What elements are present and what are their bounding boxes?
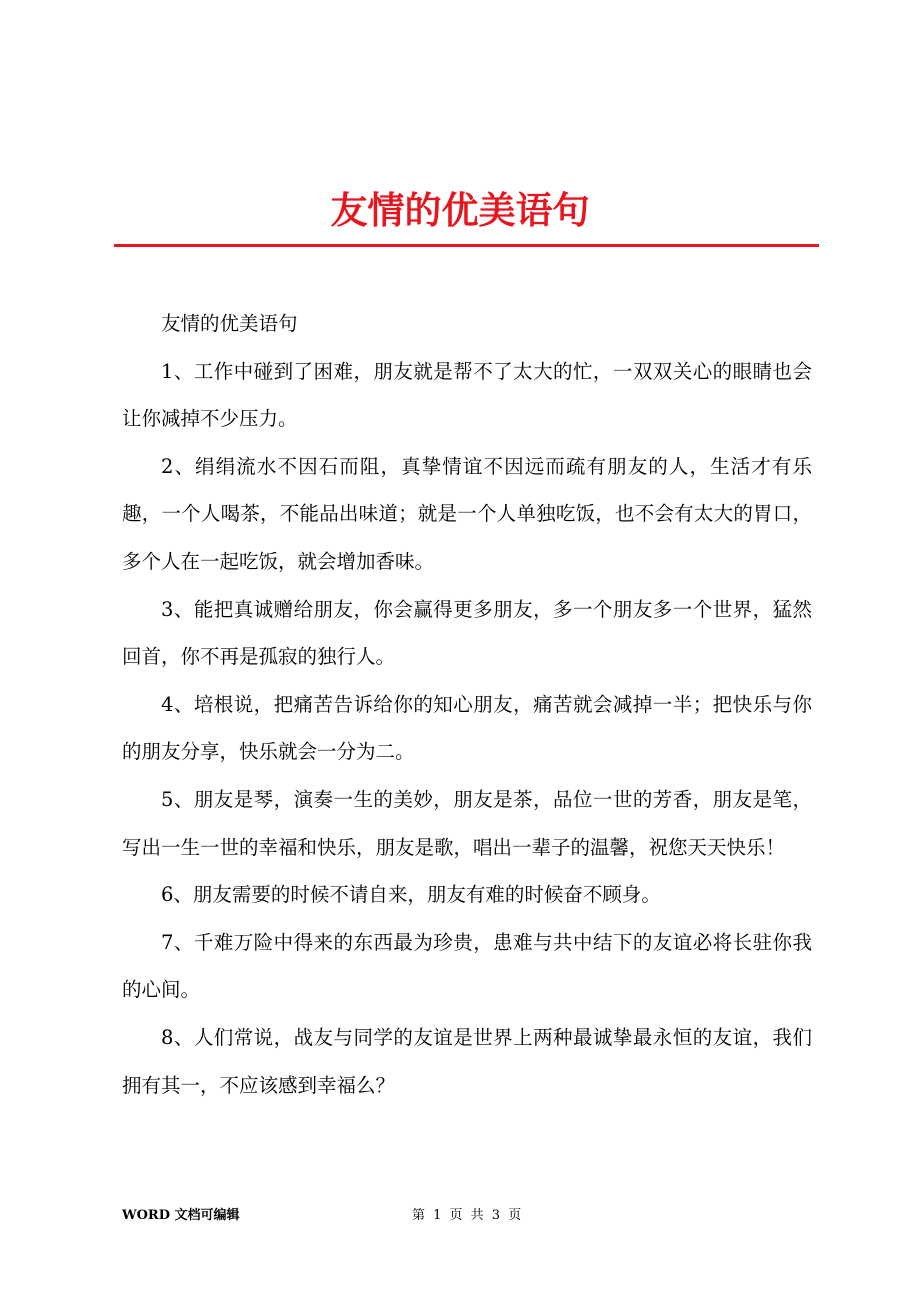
page-number: 第 1 页 共 3 页 xyxy=(412,1208,524,1223)
paragraph-1: 1、工作中碰到了困难，朋友就是帮不了太大的忙，一双双关心的眼睛也会让你减掉不少压力。 xyxy=(122,359,812,431)
document-title: 友情的优美语句 xyxy=(330,188,590,232)
paragraph-2: 2、绢绢流水不因石而阻，真挚情谊不因远而疏有朋友的人，生活才有乐趣，一个人喝茶，不能品出味道；就是一个人单独吃饭，也不会有太大的胃口，多个人在一起吃饭，就会增加香味。 xyxy=(122,454,812,573)
paragraph-6: 6、朋友需要的时候不请自来，朋友有难的时候奋不顾身。 xyxy=(161,883,661,907)
paragraph-5: 5、朋友是琴，演奏一生的美妙，朋友是茶，品位一世的芳香，朋友是笔，写出一生一世的幸福和快乐，朋友是歌，唱出一辈子的温馨，祝您天天快乐！ xyxy=(122,787,812,859)
paragraph-8: 8、人们常说，战友与同学的友谊是世界上两种最诚挚最永恒的友谊，我们拥有其一，不应该感到幸福么？ xyxy=(122,1025,812,1097)
paragraph-4: 4、培根说，把痛苦告诉给你的知心朋友，痛苦就会减掉一半；把快乐与你的朋友分享，快乐就会一分为二。 xyxy=(122,692,812,764)
title-divider xyxy=(114,244,819,247)
paragraph-3: 3、能把真诚赠给朋友，你会赢得更多朋友，多一个朋友多一个世界，猛然回首，你不再是孤寂的独行人。 xyxy=(122,597,812,669)
document-body xyxy=(122,300,812,1109)
page-footer xyxy=(122,1204,812,1224)
subtitle-paragraph: 友情的优美语句 xyxy=(161,312,298,335)
paragraph-7: 7、千难万险中得来的东西最为珍贵，患难与共中结下的友谊必将长驻你我的心间。 xyxy=(122,930,812,1002)
footer-editable-label: WORD 文档可编辑 xyxy=(122,1208,240,1223)
